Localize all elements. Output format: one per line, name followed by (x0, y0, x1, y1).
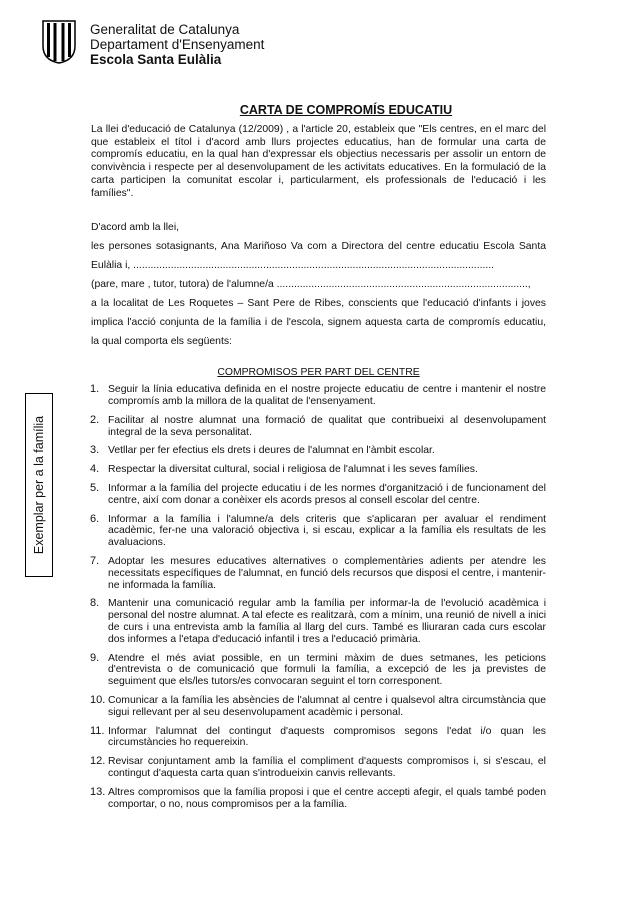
intro-paragraph: La llei d'educació de Catalunya (12/2009) , a l'article 20, estableix que "Els centres, en el marc del que estableix el títol i d'acord amb llurs projectes educatius, han de formular una carta de compromís educatiu, en la qual han d'expressar els objectius necessaris per assolir un entorn de convivència i respecte per al desenvolupament de les activitats educatives. En la formulació de la carta participen la comunitat escolar i, particularment, els professionals de l'educació i les famílies". (91, 124, 546, 199)
document-body (91, 124, 546, 817)
item-number: 8. (90, 597, 100, 610)
agreement-line: a la localitat de Les Roquetes – Sant Pere de Ribes, conscients que l'educació d'infants i joves (91, 298, 546, 310)
item-text: Seguir la línia educativa definida en el nostre projecte educatiu de centre i mantenir el nostre compromís amb la millora de la qualitat de l'ensenyament. (108, 384, 546, 408)
item-text: Vetllar per fer efectius els drets i deures de l'alumnat en l'àmbit escolar. (108, 445, 435, 457)
commitment-item (91, 384, 546, 408)
item-text: Informar l'alumnat del contingut d'aquests compromisos segons l'edat i/o quan les circumstàncies ho requereixin. (108, 725, 546, 749)
commitment-item (91, 415, 546, 439)
item-text: Altres compromisos que la família proposi i que el centre accepti afegir, el quals també poden comportar, o no, nous compromisos per a la família. (108, 786, 546, 810)
commitment-item (91, 787, 546, 811)
item-number: 9. (90, 651, 100, 664)
item-text: Respectar la diversitat cultural, social i religiosa de l'alumnat i les seves famílies. (108, 464, 478, 476)
commitment-item (91, 464, 546, 476)
item-text: Atendre el més aviat possible, en un termini màxim de dues setmanes, les peticions d'entrevista o de comunicació que formuli la família, a excepció de les ja previstes de seguiment que els/les tutors/es convocaran seguint el torn corresponent. (108, 652, 546, 688)
item-text: Mantenir una comunicació regular amb la família per informar-la de l'evolució acadèmica i personal del nostre alumnat. A tal efecte es realitzarà, com a mínim, una reunió de nivell a inici de curs i una entrevista amb la família al llarg del curs. També es lliuraran cada curs escolar dos informes a l'etapa d'educació infantil i tres a l'educació primària. (108, 598, 546, 645)
item-text: Informar a la família del projecte educatiu i de les normes d'organització i de funcionament del centre, així com donar a conèixer els acords presos al consell escolar del centre. (108, 483, 546, 506)
item-number: 2. (90, 413, 100, 426)
item-number: 11. (90, 724, 105, 737)
school-name: Escola Santa Eulàlia (90, 52, 222, 67)
agreement-line: Eulàlia i, ............................................................................................................................. (91, 260, 495, 272)
agreement-line: (pare, mare , tutor, tutora) de l'alumne/a ......................................................................................., (91, 279, 531, 291)
commitment-item (91, 726, 546, 750)
agreement-line: la qual comporta els següents: (91, 336, 232, 348)
commitments-list (91, 384, 546, 810)
item-number: 7. (90, 554, 100, 567)
document-title: CARTA DE COMPROMÍS EDUCATIU (239, 103, 453, 117)
item-number: 5. (90, 482, 100, 494)
item-text: Facilitar al nostre alumnat una formació de qualitat que contribueixi al desenvolupament integral de la seva personalitat. (108, 414, 546, 438)
commitment-item (91, 598, 546, 645)
section-title: COMPROMISOS PER PART DEL CENTRE (217, 367, 420, 379)
government-name: Generalitat de Catalunya (90, 22, 240, 37)
side-label-box (25, 393, 53, 577)
agreement-line: les persones sotasignants, Ana Mariñoso Va com a Directora del centre educatiu Escola Santa (91, 241, 546, 253)
department-name: Departament d'Ensenyament (90, 37, 265, 52)
commitment-item (91, 695, 546, 719)
item-number: 10. (90, 693, 106, 706)
side-label: Exemplar per a la família (32, 415, 46, 555)
item-number: 3. (90, 444, 100, 457)
item-text: Revisar conjuntament amb la família el compliment d'aquests compromisos i, si s'escau, el contingut d'aquesta carta quan s'introdueixin canvis rellevants. (108, 756, 546, 779)
item-number: 4. (90, 463, 100, 476)
commitment-item (91, 445, 546, 457)
catalan-flag-stripes-icon (42, 20, 76, 64)
commitment-item (91, 483, 546, 507)
agreement-section (91, 218, 546, 351)
item-text: Informar a la família i l'alumne/a dels criteris que s'aplicaran per avaluar el rendiment acadèmic, fer-ne una valoració objectiva i, si escau, explicar a la família els resultats de les avaluacions. (108, 513, 546, 549)
item-number: 12. (90, 755, 106, 768)
commitment-item (91, 514, 546, 549)
item-text: Comunicar a la família les absències de l'alumnat al centre i qualsevol altra circumstància que sigui rellevant per al seu desenvolupament acadèmic i personal. (108, 694, 546, 718)
commitment-item (91, 653, 546, 688)
item-text: Adoptar les mesures educatives alternatives o complementàries adients per atendre les necessitats específiques de l'alumnat, en funció dels recursos que disposi el centre, i mantenir-ne informada la família. (108, 555, 546, 591)
item-number: 6. (90, 512, 100, 525)
agreement-line: D'acord amb la llei, (91, 222, 180, 234)
commitment-item (91, 556, 546, 591)
agreement-line: implica l'acció conjunta de la família i de l'escola, signem aquesta carta de compromís educatiu, (91, 317, 546, 329)
item-number: 1. (90, 383, 100, 396)
institution-header (90, 22, 264, 67)
commitment-item (91, 756, 546, 780)
item-number: 13. (90, 785, 106, 798)
